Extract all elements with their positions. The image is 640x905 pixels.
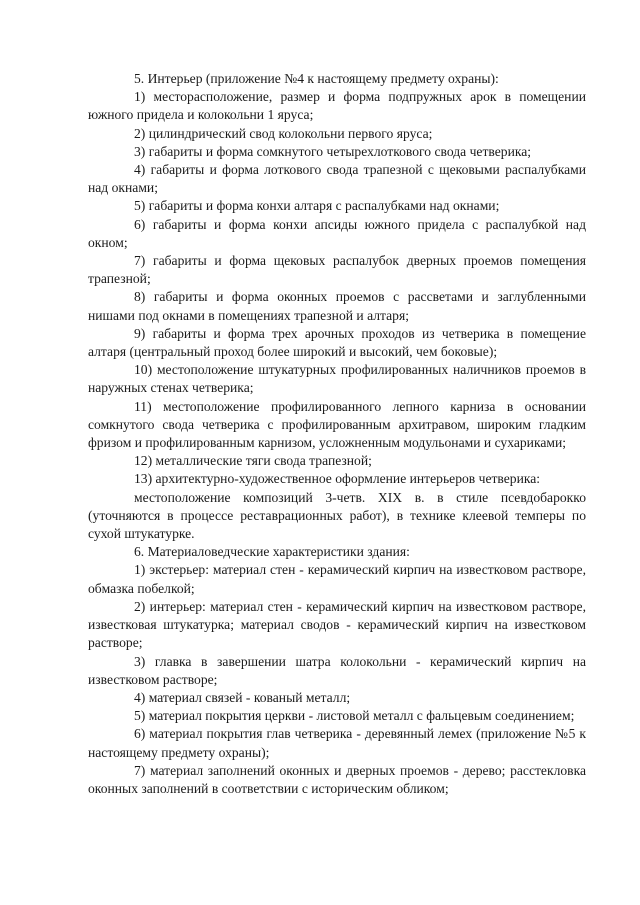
list-item: 6) габариты и форма конхи апсиды южного придела с распалубкой над окном;	[88, 216, 586, 250]
list-item: 1) экстерьер: материал стен - керамический кирпич на известковом растворе, обмазка побелкой;	[88, 562, 586, 596]
list-item: 2) интерьер: материал стен - керамический кирпич на известковом растворе, известковая штукатурка; материал сводов - керамический кирпич на известковом растворе;	[88, 598, 586, 651]
list-item: 4) габариты и форма лоткового свода трапезной с щековыми распалубками над окнами;	[88, 162, 586, 196]
list-item: 2) цилиндрический свод колокольни первого яруса;	[134, 125, 433, 141]
list-item: 4) материал связей - кованый металл;	[134, 689, 351, 705]
list-item-continuation: местоположение композиций 3-четв. XIX в. в стиле псевдобарокко (уточняются в процессе реставрационных работ), в технике клеевой темперы по сухой штукатурке.	[88, 489, 586, 542]
list-item: 12) металлические тяги свода трапезной;	[134, 453, 372, 469]
section-heading-materials: 6. Материаловедческие характеристики здания:	[134, 544, 410, 560]
list-item: 11) местоположение профилированного лепного карниза в основании сомкнутого свода четверика с профилированным архитравом, широким гладким фризом и профилированным карнизом, усложненным модульонами и сухариками;	[88, 398, 586, 451]
list-item: 8) габариты и форма оконных проемов с рассветами и заглубленными нишами под окнами в помещениях трапезной и алтаря;	[88, 289, 586, 323]
list-item: 13) архитектурно-художественное оформление интерьеров четверика:	[134, 471, 541, 487]
list-item: 3) габариты и форма сомкнутого четырехлоткового свода четверика;	[134, 143, 532, 159]
list-item: 5) габариты и форма конхи алтаря с распалубками над окнами;	[134, 198, 500, 214]
document-body	[88, 70, 586, 798]
list-item: 6) материал покрытия глав четверика - деревянный лемех (приложение №5 к настоящему предмету охраны);	[88, 726, 586, 760]
list-item: 1) месторасположение, размер и форма подпружных арок в помещении южного придела и колокольни 1 яруса;	[88, 89, 586, 123]
section-heading-interior: 5. Интерьер (приложение №4 к настоящему предмету охраны):	[134, 71, 499, 86]
list-item: 10) местоположение штукатурных профилированных наличников проемов в наружных стенах четверика;	[88, 362, 586, 396]
list-item: 7) габариты и форма щековых распалубок дверных проемов помещения трапезной;	[88, 253, 586, 287]
list-item: 3) главка в завершении шатра колокольни - керамический кирпич на известковом растворе;	[88, 653, 586, 687]
list-item: 7) материал заполнений оконных и дверных проемов - дерево; расстекловка оконных заполнений в соответствии с историческим обликом;	[88, 762, 586, 796]
list-item: 9) габариты и форма трех арочных проходов из четверика в помещение алтаря (центральный проход более широкий и высокий, чем боковые);	[88, 325, 586, 360]
list-item: 5) материал покрытия церкви - листовой металл с фальцевым соединением;	[134, 708, 575, 724]
